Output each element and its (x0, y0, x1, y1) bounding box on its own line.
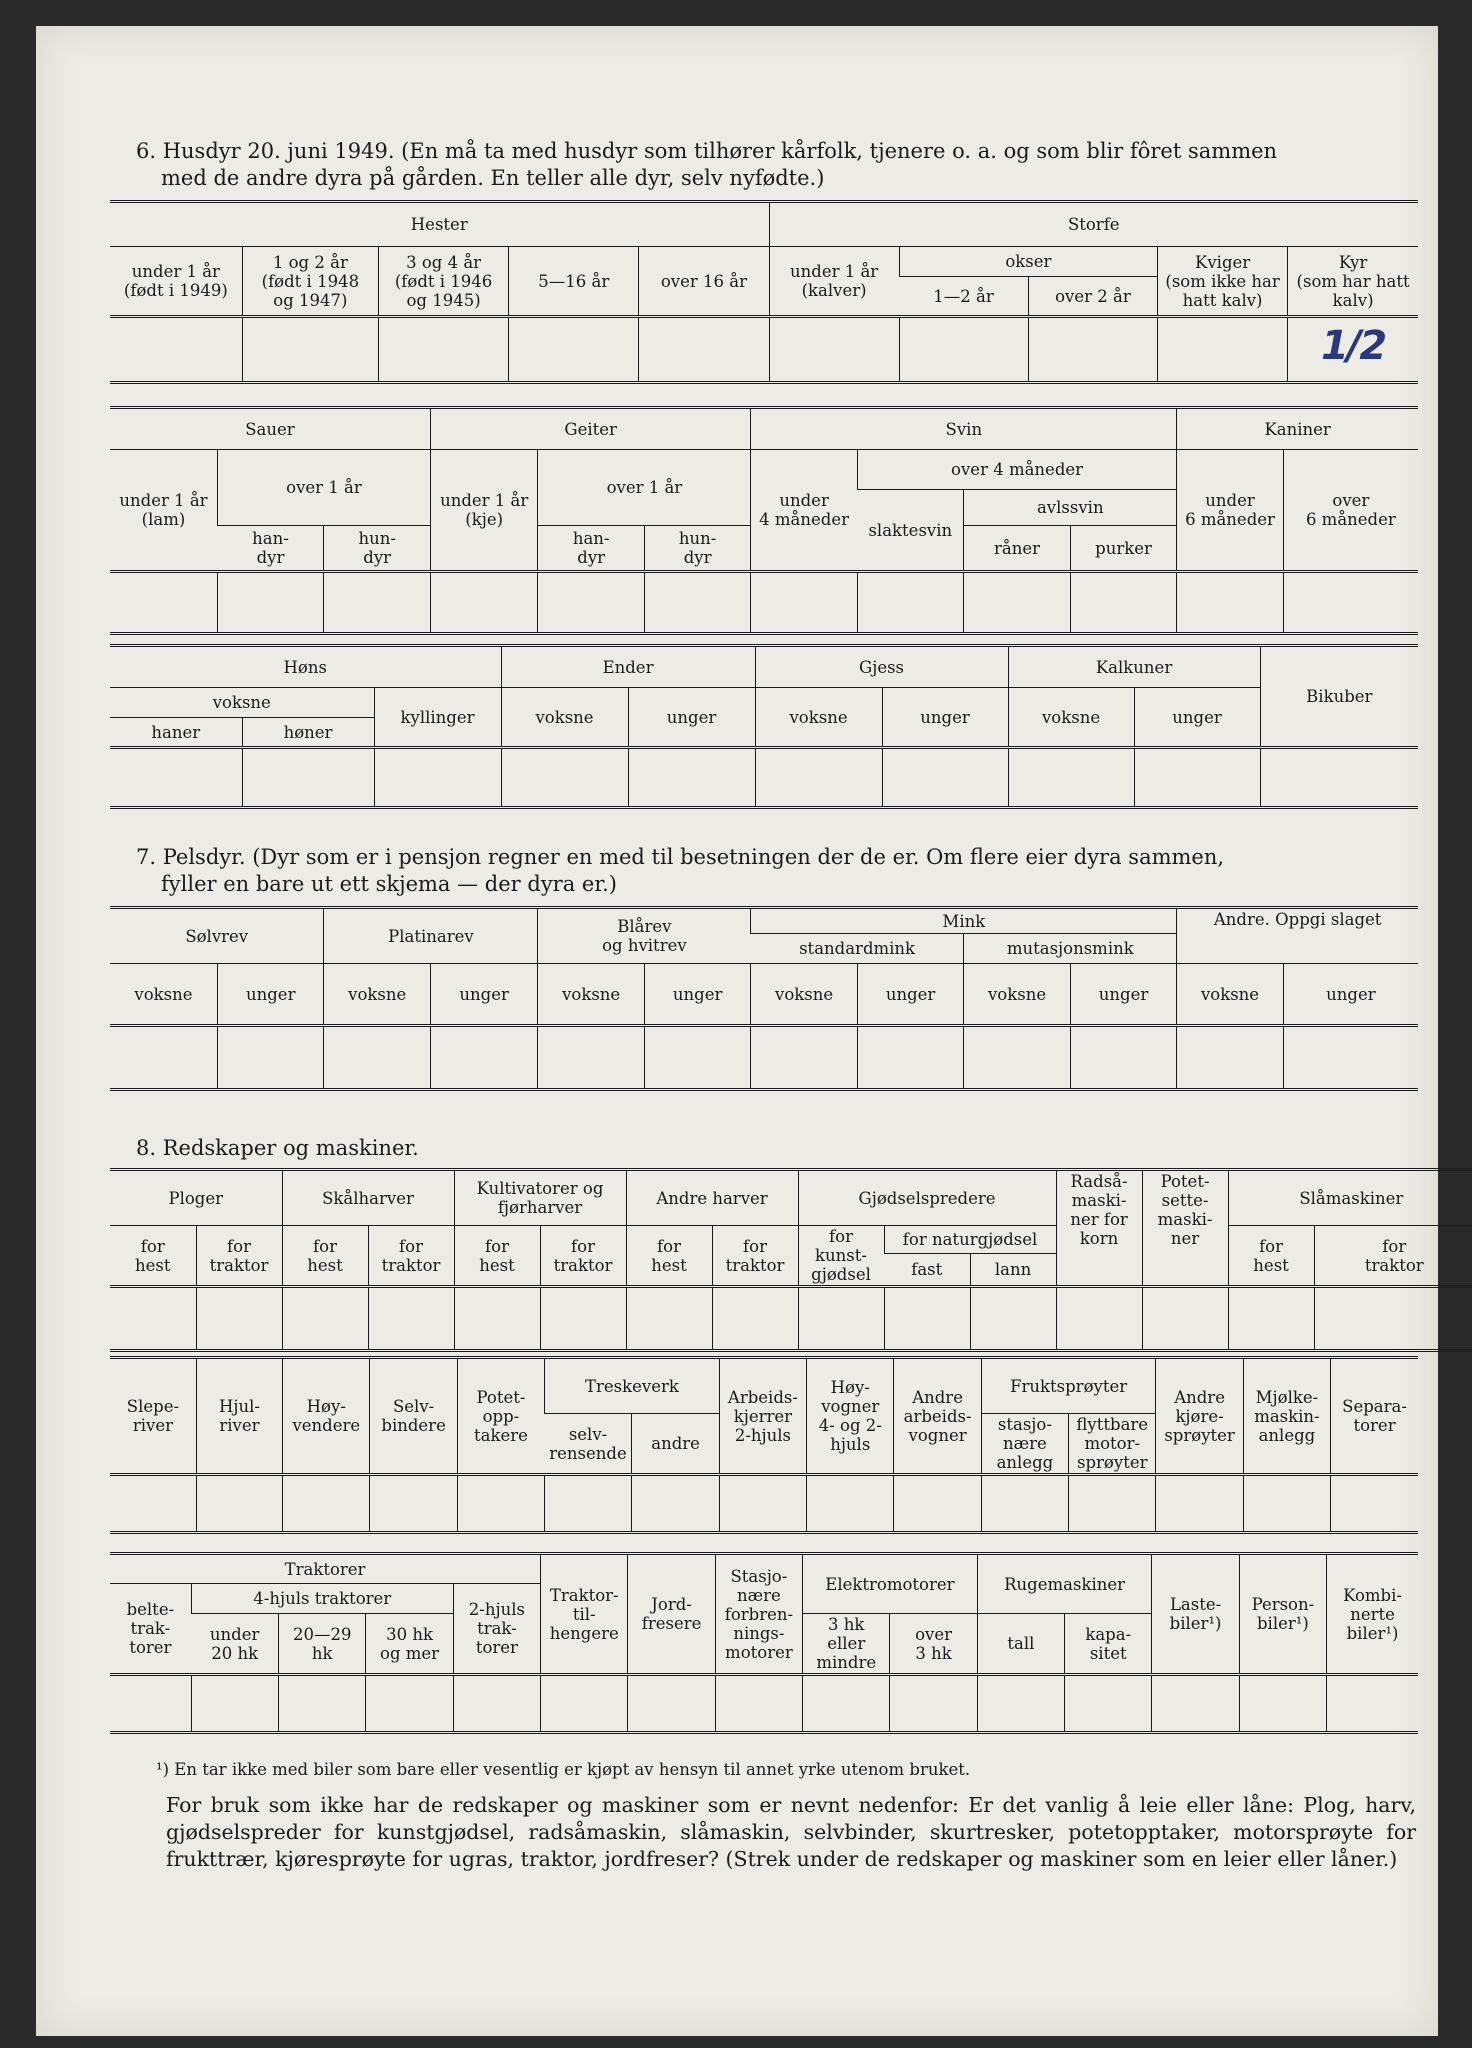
input-cell[interactable] (719, 1475, 806, 1533)
input-cell[interactable] (751, 1026, 857, 1090)
input-cell[interactable] (890, 1675, 977, 1733)
col-svin-over4: over 4 måneder (857, 450, 1176, 490)
input-cell[interactable] (628, 748, 755, 808)
col-jordfresere: Jord- fresere (628, 1554, 715, 1675)
input-cell[interactable] (366, 1675, 453, 1733)
col-kunstgjodsel: for kunst- gjødsel (798, 1226, 884, 1287)
header-storfe: Storfe (769, 202, 1418, 247)
header-kultivatorer: Kultivatorer og fjørharver (454, 1170, 626, 1226)
col-sauer-over1: over 1 år (217, 450, 430, 526)
input-cell[interactable] (110, 1287, 196, 1351)
col-unger: unger (1070, 964, 1177, 1026)
col-hester-3-4: 3 og 4 år (født i 1946 og 1945) (379, 247, 509, 317)
col-kviger: Kviger (som ikke har hatt kalv) (1158, 247, 1288, 317)
col-hons-voksne: voksne (110, 688, 374, 718)
col-unger: unger (217, 964, 323, 1026)
col-unger: unger (430, 964, 537, 1026)
col-slaktesvin: slaktesvin (857, 490, 963, 572)
input-cell[interactable] (857, 572, 963, 634)
col-arbeidskjerrer: Arbeids- kjerrer 2-hjuls (719, 1358, 806, 1475)
col-honer: høner (242, 718, 374, 748)
col-under-20hk: under 20 hk (191, 1614, 278, 1675)
col-selvrensende: selv- rensende (545, 1414, 632, 1475)
input-cell[interactable] (1177, 1026, 1283, 1090)
col-unger: unger (1283, 964, 1418, 1026)
header-slamaskiner: Slåmaskiner (1228, 1170, 1472, 1226)
input-cell[interactable] (807, 1475, 894, 1533)
col-voksne: voksne (751, 964, 857, 1026)
input-cell[interactable] (370, 1475, 457, 1533)
input-cell[interactable] (964, 572, 1070, 634)
col-okser-1-2: 1—2 år (899, 277, 1028, 317)
col-for-hest: for hest (1228, 1226, 1314, 1287)
header-svin: Svin (751, 408, 1177, 450)
col-haner: haner (110, 718, 242, 748)
input-cell[interactable] (1327, 1675, 1418, 1733)
input-cell[interactable] (540, 1287, 626, 1351)
col-hoyvendere: Høy- vendere (283, 1358, 370, 1475)
input-cell[interactable] (644, 572, 750, 634)
col-hester-5-16: 5—16 år (509, 247, 639, 317)
header-skalharver: Skålharver (282, 1170, 454, 1226)
input-cell[interactable] (110, 572, 217, 634)
col-lann: lann (970, 1254, 1056, 1287)
header-mink: Mink (751, 908, 1177, 934)
input-cell[interactable] (1228, 1287, 1314, 1351)
input-cell[interactable] (715, 1675, 802, 1733)
col-storfe-kalver: under 1 år (kalver) (769, 247, 899, 317)
input-cell[interactable] (751, 572, 857, 634)
input-cell[interactable] (1314, 1287, 1472, 1351)
col-mutasjonsmink: mutasjonsmink (964, 934, 1177, 964)
header-gjodselspredere: Gjødselspredere (798, 1170, 1056, 1226)
header-ender: Ender (501, 646, 755, 688)
input-cell[interactable] (977, 1675, 1064, 1733)
input-cell[interactable] (1056, 1287, 1142, 1351)
input-cell[interactable] (628, 1675, 715, 1733)
input-cell[interactable] (217, 1026, 323, 1090)
input-cell[interactable] (541, 1675, 628, 1733)
input-cell[interactable] (1331, 1475, 1418, 1533)
input-cell[interactable] (894, 1475, 981, 1533)
input-cell[interactable] (1008, 748, 1134, 808)
input-cell[interactable] (538, 1026, 644, 1090)
input-cell[interactable] (110, 317, 242, 383)
col-stasjonaere-motorer: Stasjo- nære forbren- nings- motorer (715, 1554, 802, 1675)
col-voksne: voksne (1177, 964, 1283, 1026)
table-sauer-geiter-svin (110, 406, 1418, 635)
col-svin-under4: under 4 måneder (751, 450, 857, 572)
input-cell[interactable] (964, 1026, 1070, 1090)
input-cell[interactable] (1069, 1475, 1156, 1533)
col-for-traktor: for traktor (368, 1226, 454, 1287)
input-cell[interactable] (279, 1675, 366, 1733)
table-fjorfe (110, 644, 1418, 809)
input-cell[interactable] (283, 1475, 370, 1533)
input-cell[interactable] (769, 317, 899, 383)
input-cell[interactable] (1239, 1675, 1326, 1733)
col-naturgjodsel: for naturgjødsel (884, 1226, 1056, 1254)
input-cell[interactable] (1283, 572, 1418, 634)
input-cell[interactable] (899, 317, 1028, 383)
input-cell[interactable] (1070, 1026, 1177, 1090)
input-cell[interactable] (430, 572, 537, 634)
col-tall: tall (977, 1614, 1064, 1675)
header-sauer: Sauer (245, 419, 295, 439)
col-beltetraktorer: belte- trak- torer (110, 1584, 191, 1675)
header-traktorer: Traktorer (284, 1559, 366, 1579)
input-cell[interactable] (803, 1675, 890, 1733)
input-cell[interactable] (196, 1287, 282, 1351)
input-cell[interactable] (110, 1675, 191, 1733)
input-cell[interactable] (1283, 1026, 1418, 1090)
col-voksne: voksne (964, 964, 1070, 1026)
header-hester: Hester (410, 215, 468, 234)
header-gjess: Gjess (755, 646, 1008, 688)
input-cell[interactable] (545, 1475, 632, 1533)
col-kje: under 1 år (kje) (430, 450, 537, 572)
col-stasjonaere: stasjo- nære anlegg (981, 1414, 1068, 1475)
col-kalkuner-voksne: voksne (1008, 688, 1134, 748)
input-cell[interactable] (755, 748, 882, 808)
table-pelsdyr (110, 906, 1418, 1091)
kyr-value-cell[interactable] (1288, 317, 1418, 383)
col-kapasitet: kapa- sitet (1065, 1614, 1152, 1675)
header-kalkuner: Kalkuner (1008, 646, 1260, 688)
header-treskeverk: Treskeverk (545, 1358, 720, 1414)
col-hoyvogner: Høy- vogner 4- og 2- hjuls (807, 1358, 894, 1475)
col-andre-kjoresproyter: Andre kjøre- sprøyter (1156, 1358, 1243, 1475)
col-for-hest: for hest (282, 1226, 368, 1287)
input-cell[interactable] (374, 748, 501, 808)
header-solvrev: Sølvrev (185, 926, 249, 946)
input-cell[interactable] (110, 1475, 196, 1533)
input-cell[interactable] (538, 572, 644, 634)
col-kombinerte-biler: Kombi- nerte biler¹) (1327, 1554, 1418, 1675)
col-geiter-over1: over 1 år (538, 450, 751, 526)
header-andre-harver: Andre harver (626, 1170, 798, 1226)
header-ploger: Ploger (168, 1188, 224, 1208)
input-cell[interactable] (196, 1475, 282, 1533)
input-cell[interactable] (242, 748, 374, 808)
input-cell[interactable] (242, 317, 378, 383)
col-kalkuner-unger: unger (1134, 688, 1260, 748)
col-for-traktor: for traktor (540, 1226, 626, 1287)
input-cell[interactable] (884, 1287, 970, 1351)
input-cell[interactable] (882, 748, 1008, 808)
input-cell[interactable] (1243, 1475, 1330, 1533)
col-avlssvin: avlssvin (964, 490, 1177, 526)
header-blarev: Blårev og hvitrev (538, 908, 751, 964)
input-cell[interactable] (1028, 317, 1157, 383)
col-traktortilhengere: Traktor- til- hengere (541, 1554, 628, 1675)
col-andre: andre (632, 1414, 719, 1475)
input-cell[interactable] (981, 1475, 1068, 1533)
col-kaniner-over6: over 6 måneder (1283, 450, 1418, 572)
col-flyttbare: flyttbare motor- sprøyter (1069, 1414, 1156, 1475)
header-kaniner: Kaniner (1177, 408, 1418, 450)
col-voksne: voksne (110, 964, 217, 1026)
header-andre: Andre. Oppgi slaget (1177, 908, 1418, 964)
input-cell[interactable] (1156, 1475, 1243, 1533)
col-geiter-hundyr: hun- dyr (644, 526, 750, 572)
col-ender-voksne: voksne (501, 688, 628, 748)
input-cell[interactable] (1152, 1675, 1239, 1733)
input-cell[interactable] (282, 1287, 368, 1351)
input-cell[interactable] (324, 1026, 430, 1090)
handwritten-value: 1/2 (1320, 322, 1386, 369)
header-rugemaskiner: Rugemaskiner (977, 1554, 1152, 1614)
col-for-traktor: for traktor (196, 1226, 282, 1287)
col-gjess-unger: unger (882, 688, 1008, 748)
form-page (36, 26, 1438, 2036)
col-kyr: Kyr (som har hatt kalv) (1288, 247, 1418, 317)
col-hester-1-2: 1 og 2 år (født i 1948 og 1947) (242, 247, 378, 317)
col-20-29hk: 20—29 hk (279, 1614, 366, 1675)
input-cell[interactable] (509, 317, 639, 383)
input-cell[interactable] (1142, 1287, 1228, 1351)
col-4hjuls-traktorer: 4-hjuls traktorer (191, 1584, 453, 1614)
table-redskaper-3 (110, 1552, 1418, 1734)
table-redskaper-1 (110, 1168, 1472, 1352)
input-cell[interactable] (454, 1287, 540, 1351)
input-cell[interactable] (644, 1026, 750, 1090)
col-geiter-handyr: han- dyr (538, 526, 644, 572)
input-cell[interactable] (191, 1675, 278, 1733)
col-selvbindere: Selv- bindere (370, 1358, 457, 1475)
col-okser-over2: over 2 år (1028, 277, 1157, 317)
col-raner: råner (964, 526, 1070, 572)
col-unger: unger (644, 964, 750, 1026)
col-for-hest: for hest (454, 1226, 540, 1287)
col-2hjuls-traktorer: 2-hjuls trak- torer (453, 1584, 540, 1675)
header-fruktsproyter: Fruktsprøyter (981, 1358, 1156, 1414)
table-hester-storfe (110, 200, 1418, 384)
footnote: ¹) En tar ikke med biler som bare eller vesentlig er kjøpt av hensyn til annet yrke utenom bruket. (156, 1760, 971, 1779)
col-sauer-hundyr: hun- dyr (324, 526, 430, 572)
instruction-paragraph: For bruk som ikke har de redskaper og maskiner som er nevnt nedenfor: Er det vanlig å leie eller låne: Plog, harv, gjødselspreder for kunstgjødsel, radsåmaskin, slåmaskin, selvbinder, skurtresker, potetopptaker, motorsprøyte for frukttrær, kjøresprøyte for ugras, traktor, jordfreser? (Strek under de redskaper og maskiner som en leier eller låner.) (166, 1793, 1416, 1871)
header-geiter: Geiter (430, 408, 750, 450)
col-standardmink: standardmink (751, 934, 964, 964)
input-cell[interactable] (217, 572, 323, 634)
col-for-hest: for hest (626, 1226, 712, 1287)
col-hjulriver: Hjul- river (196, 1358, 282, 1475)
header-potetsettemaskiner: Potet- sette- maski- ner (1142, 1170, 1228, 1287)
col-unger: unger (857, 964, 963, 1026)
header-platinarev: Platinarev (324, 908, 538, 964)
input-cell[interactable] (1260, 748, 1418, 808)
col-voksne: voksne (538, 964, 644, 1026)
input-cell[interactable] (1177, 572, 1283, 634)
input-cell[interactable] (639, 317, 769, 383)
table-redskaper-2 (110, 1356, 1418, 1534)
col-andre-arbeidsvogner: Andre arbeids- vogner (894, 1358, 981, 1475)
input-cell[interactable] (1134, 748, 1260, 808)
input-cell[interactable] (379, 317, 509, 383)
col-gjess-voksne: voksne (755, 688, 882, 748)
input-cell[interactable] (970, 1287, 1056, 1351)
col-sleperiver: Slepe- river (126, 1397, 180, 1435)
col-for-traktor: for traktor (712, 1226, 798, 1287)
input-cell[interactable] (453, 1675, 540, 1733)
input-cell[interactable] (1070, 572, 1177, 634)
col-separatorer: Separa- torer (1331, 1358, 1418, 1475)
header-hons: Høns (283, 657, 327, 677)
col-for-hest: for hest (110, 1226, 196, 1287)
input-cell[interactable] (457, 1475, 544, 1533)
col-okser: okser (899, 247, 1157, 277)
col-voksne: voksne (324, 964, 430, 1026)
col-fast: fast (884, 1254, 970, 1287)
input-cell[interactable] (632, 1475, 719, 1533)
col-sauer-handyr: han- dyr (217, 526, 323, 572)
col-3hk-eller-mindre: 3 hk eller mindre (803, 1614, 890, 1675)
col-lam: under 1 år (lam) (110, 450, 217, 572)
input-cell[interactable] (857, 1026, 963, 1090)
col-kaniner-under6: under 6 måneder (1177, 450, 1283, 572)
section-7-heading: 7. Pelsdyr. (Dyr som er i pensjon regner en med til besetningen der de er. Om flere eier dyra sammen, fyller en bare ut ett skjema — der dyra er.) (136, 845, 1225, 896)
input-cell[interactable] (368, 1287, 454, 1351)
input-cell[interactable] (430, 1026, 537, 1090)
input-cell[interactable] (110, 748, 242, 808)
col-hester-under1: under 1 år (født i 1949) (110, 247, 242, 317)
input-cell[interactable] (501, 748, 628, 808)
header-elektromotorer: Elektromotorer (803, 1554, 978, 1614)
col-mjolkemaskinanlegg: Mjølke- maskin- anlegg (1243, 1358, 1330, 1475)
col-30hk-og-mer: 30 hk og mer (366, 1614, 453, 1675)
input-cell[interactable] (110, 1026, 217, 1090)
col-kyllinger: kyllinger (374, 688, 501, 748)
col-for-traktor: for traktor (1314, 1226, 1472, 1287)
input-cell[interactable] (798, 1287, 884, 1351)
col-purker: purker (1070, 526, 1177, 572)
header-bikuber: Bikuber (1260, 646, 1418, 748)
input-cell[interactable] (324, 572, 430, 634)
section-8-heading: 8. Redskaper og maskiner. (136, 1136, 419, 1160)
header-radsamaskiner: Radså- maski- ner for korn (1056, 1170, 1142, 1287)
col-ender-unger: unger (628, 688, 755, 748)
col-personbiler: Person- biler¹) (1239, 1554, 1326, 1675)
input-cell[interactable] (626, 1287, 712, 1351)
input-cell[interactable] (1158, 317, 1288, 383)
col-lastebiler: Laste- biler¹) (1152, 1554, 1239, 1675)
col-hester-over16: over 16 år (639, 247, 769, 317)
col-potetopptakere: Potet- opp- takere (457, 1358, 544, 1475)
input-cell[interactable] (712, 1287, 798, 1351)
col-over-3hk: over 3 hk (890, 1614, 977, 1675)
section-6-heading: 6. Husdyr 20. juni 1949. (En må ta med husdyr som tilhører kårfolk, tjenere o. a. og som blir fôret sammen med de andre dyra på gården. En teller alle dyr, selv nyfødte.) (136, 139, 1278, 190)
input-cell[interactable] (1065, 1675, 1152, 1733)
